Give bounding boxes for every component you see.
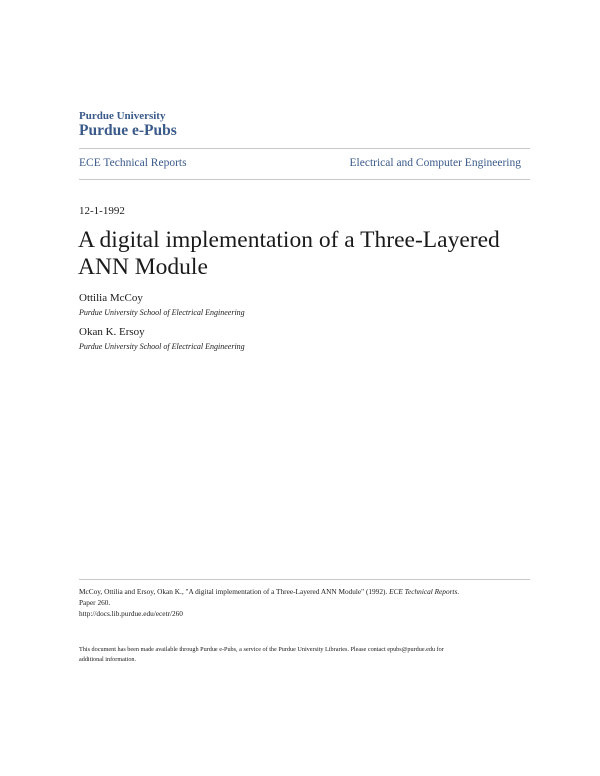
citation-line bbox=[79, 586, 529, 597]
author-affiliation: Purdue University School of Electrical Engineering bbox=[79, 308, 245, 317]
repository-name[interactable]: Purdue e-Pubs bbox=[79, 122, 177, 139]
series-link[interactable]: ECE Technical Reports bbox=[79, 157, 187, 169]
institution-name[interactable]: Purdue University bbox=[79, 110, 166, 122]
document-title: A digital implementation of a Three-Layered ANN Module bbox=[78, 227, 500, 280]
citation-block bbox=[79, 586, 529, 619]
divider-nav bbox=[79, 179, 530, 180]
citation-text: McCoy, Ottilia and Ersoy, Okan K., "A digital implementation of a Three-Layered ANN Module" (1992). bbox=[79, 587, 390, 596]
citation-paper: Paper 260. bbox=[79, 598, 111, 607]
department-link[interactable]: Electrical and Computer Engineering bbox=[349, 157, 521, 169]
divider-citation bbox=[79, 579, 530, 580]
divider-top bbox=[79, 148, 530, 149]
author-block bbox=[79, 292, 245, 318]
notice-text-cont: additional information. bbox=[79, 656, 137, 663]
author-name: Ottilia McCoy bbox=[79, 292, 143, 304]
publication-date: 12-1-1992 bbox=[79, 205, 125, 217]
citation-period: . bbox=[457, 587, 460, 596]
author-name: Okan K. Ersoy bbox=[79, 326, 145, 338]
citation-url[interactable]: http://docs.lib.purdue.edu/ecetr/260 bbox=[79, 609, 183, 618]
author-block bbox=[79, 326, 245, 352]
author-affiliation: Purdue University School of Electrical Engineering bbox=[79, 342, 245, 351]
notice-text: This document has been made available through Purdue e-Pubs, a service of the Purdue University Libraries. Please contact epubs@purdue.edu for bbox=[79, 646, 444, 653]
citation-series: ECE Technical Reports bbox=[389, 587, 458, 596]
availability-notice bbox=[79, 645, 529, 665]
